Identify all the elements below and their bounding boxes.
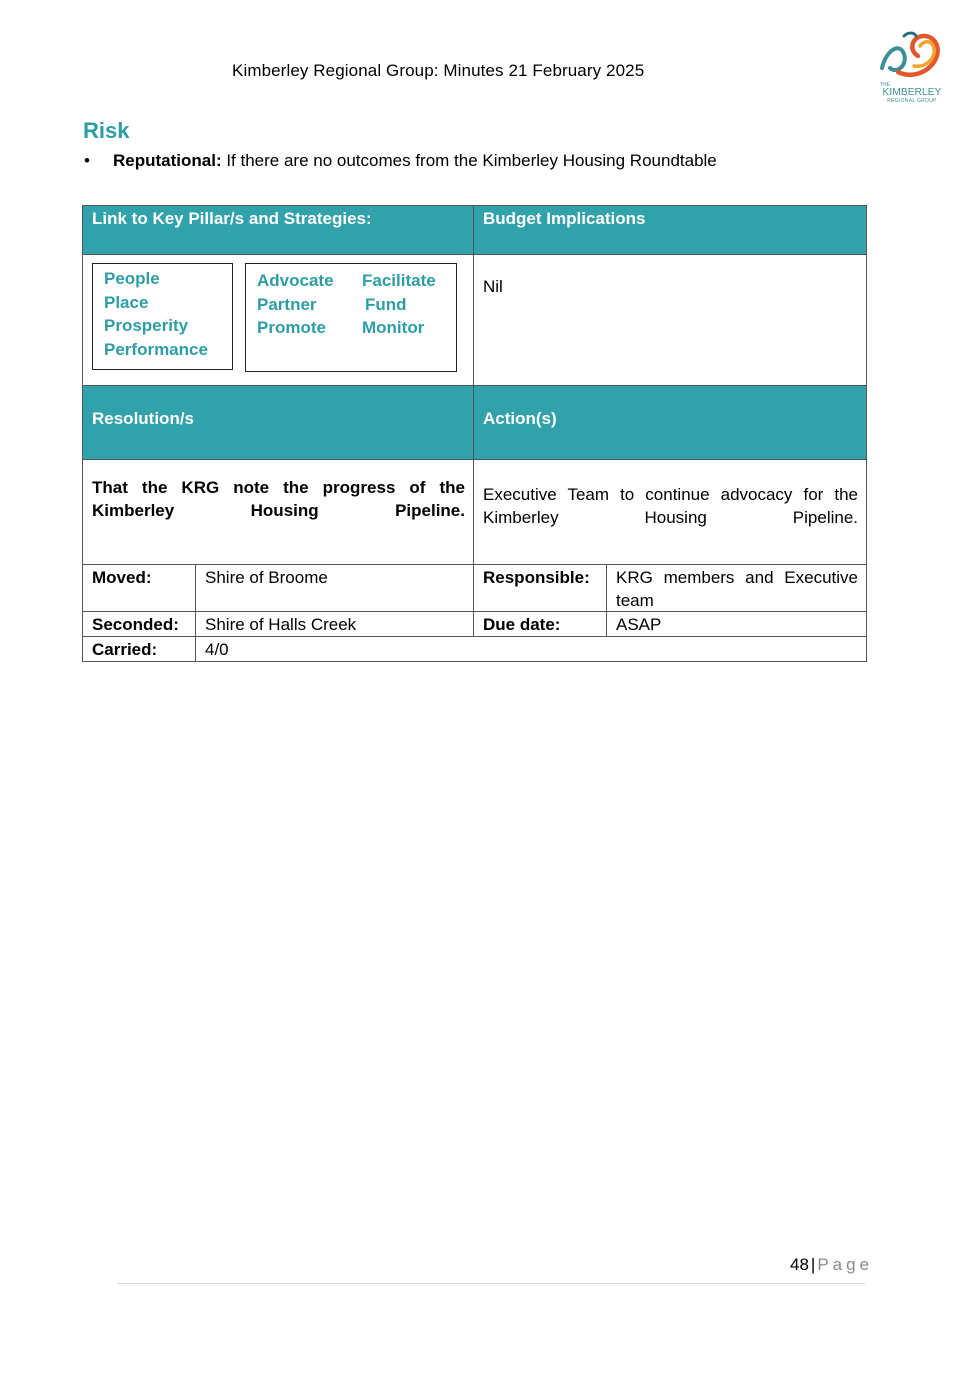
page-word: Page	[817, 1255, 874, 1274]
budget-header-cell	[473, 205, 867, 255]
budget-value: Nil	[483, 277, 503, 296]
due-label: Due date:	[483, 615, 561, 634]
risk-bullet-label: Reputational:	[113, 151, 222, 170]
due-value: ASAP	[616, 615, 662, 634]
footer-divider	[117, 1283, 865, 1284]
page-number: 48	[790, 1255, 809, 1274]
seconded-label: Seconded:	[92, 615, 179, 634]
risk-heading: Risk	[83, 118, 130, 143]
resolution-header: Resolution/s	[92, 409, 195, 428]
action-header: Action(s)	[483, 409, 557, 428]
seconded-value: Shire of Halls Creek	[205, 615, 357, 634]
budget-header: Budget Implications	[483, 209, 646, 228]
strategies-column-2	[362, 269, 436, 340]
responsible-value-cell	[606, 564, 867, 612]
pillar-performance: Performance	[104, 339, 208, 359]
pillar-people: People	[104, 269, 160, 288]
moved-value: Shire of Broome	[205, 568, 328, 587]
kimberley-logo	[874, 28, 950, 108]
document-header-title: Kimberley Regional Group: Minutes 21 February 2025	[232, 61, 645, 80]
due-value-cell	[606, 611, 867, 637]
strategy-promote: Promote	[257, 318, 326, 337]
logo-the-text: THE	[880, 82, 890, 88]
moved-value-cell	[195, 564, 474, 612]
link-pillars-header: Link to Key Pillar/s and Strategies:	[92, 209, 372, 228]
risk-bullet-text: If there are no outcomes from the Kimberley Housing Roundtable	[221, 151, 717, 170]
carried-value-cell	[195, 636, 867, 662]
carried-value: 4/0	[205, 640, 229, 659]
strategy-partner: Partner	[257, 294, 317, 314]
carried-label-cell	[82, 636, 196, 662]
page-footer	[790, 1255, 873, 1275]
seconded-label-cell	[82, 611, 196, 637]
logo-sub-text: REGIONAL GROUP	[887, 98, 937, 104]
pillar-prosperity: Prosperity	[104, 316, 189, 335]
seconded-value-cell	[195, 611, 474, 637]
risk-bullet	[84, 151, 717, 171]
moved-label: Moved:	[92, 568, 152, 587]
pillar-place: Place	[104, 292, 149, 312]
resolution-table	[82, 205, 867, 662]
logo-name-text: KIMBERLEY	[882, 87, 942, 98]
responsible-label: Responsible:	[483, 568, 590, 587]
strategies-column-1	[257, 269, 334, 340]
logo-swirl-icon	[874, 28, 950, 84]
action-text-cell	[473, 459, 867, 565]
due-label-cell	[473, 611, 607, 637]
responsible-label-cell	[473, 564, 607, 612]
resolution-text-cell	[82, 459, 474, 565]
bullet-icon: •	[84, 151, 90, 170]
budget-cell	[473, 254, 867, 386]
carried-label: Carried:	[92, 640, 158, 659]
moved-label-cell	[82, 564, 196, 612]
responsible-value: KRG members and Executive team	[616, 568, 858, 610]
link-pillars-header-cell	[82, 205, 474, 255]
action-header-cell	[473, 385, 867, 460]
resolution-text: That the KRG note the progress of the Kimberley Housing Pipeline.	[92, 478, 465, 520]
action-text: Executive Team to continue advocacy for the Kimberley Housing Pipeline.	[483, 485, 858, 527]
strategy-fund: Fund	[365, 294, 407, 314]
pillars-box	[92, 263, 233, 370]
page-separator: |	[810, 1255, 816, 1274]
strategies-box	[245, 263, 457, 372]
pillars-cell	[82, 254, 474, 386]
strategy-facilitate: Facilitate	[362, 271, 436, 290]
strategy-advocate: Advocate	[257, 271, 334, 290]
resolution-header-cell	[82, 385, 474, 460]
strategy-monitor: Monitor	[362, 318, 425, 337]
